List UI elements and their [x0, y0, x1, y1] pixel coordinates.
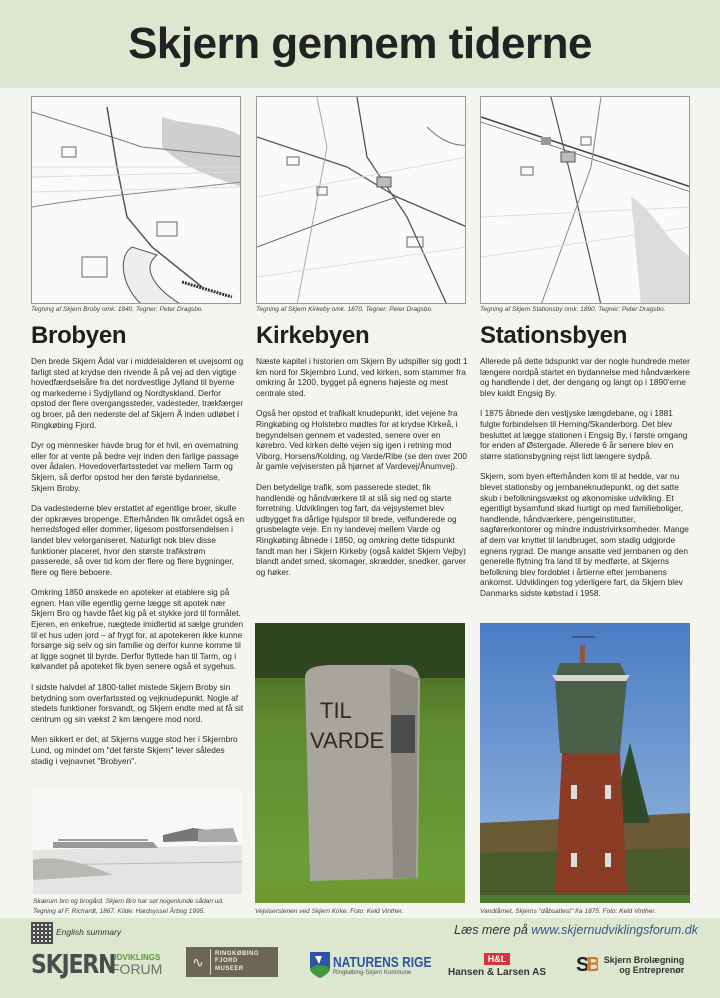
section-title: Brobyen: [31, 322, 127, 349]
photo-caption: Vandtårnet, Skjerns "dåbsattest" fra 1875. Foto: Keld Vinther.: [480, 908, 657, 915]
logo-text: og Entreprenør: [619, 965, 685, 975]
bridge-caption: [33, 896, 247, 916]
logo-naturens-rige: [310, 948, 432, 982]
paragraph: Men sikkert er det, at Skjerns vugge stod her i Skjernbro Lund, og mindet om "det første Skjern" lever således stadig i vejnavnet "Brobyen".: [31, 734, 238, 766]
column-brobyen: [31, 88, 245, 776]
paragraph: I sidste halvdel af 1800-tallet mistede Skjern Broby sin betydning som overfartssted og vejknudepunkt. Nogle af stedets funktioner forsvandt, og Skjern endte med at få sit centrum og sin vækst 2 km længere mod nord.: [31, 682, 244, 724]
paragraph: Den brede Skjern Ådal var i middelalderen et uvejsomt og farligt sted at krydse den rivende å på vej ad den vigtige hovedfærdselsåre fra det nordvestlige Jylland til byerne og markederne i Sydjylland og Nordtyskland. Derfor opstod der flere overgangssteder, vadesteder, trækfærger og broer, på den nederste del af Skjern Å inden udløbet i Ringkøbing Fjord.: [31, 356, 244, 430]
stone-text: TIL: [320, 698, 352, 723]
page-title: Skjern gennem tiderne: [128, 19, 592, 68]
map-drawing-kirkeby: [256, 96, 466, 304]
photo-caption-line: Tegning af F. Richardt, 1867. Kilde: Hardsyssel Årbog 1995.: [33, 908, 205, 915]
milestone-photo: [255, 623, 465, 903]
column-kirkebyen: [256, 88, 470, 587]
section-title: Stationsbyen: [480, 322, 628, 349]
english-summary-link[interactable]: English summary: [56, 927, 122, 937]
column-stationsbyen: [480, 88, 694, 608]
read-more-prefix: Læs mere på: [454, 923, 532, 937]
logo-text: FORUM: [111, 961, 163, 977]
qr-code-icon[interactable]: [31, 922, 53, 944]
logo-text: FJORD: [215, 958, 238, 965]
logo-ringkobing-fjord-museer: [186, 947, 278, 977]
water-tower-photo: [480, 623, 690, 903]
sb-badge: [576, 954, 598, 977]
shield-icon: [310, 952, 330, 978]
logo-badge-text: SB: [576, 953, 598, 976]
logo-skjern-udviklingsforum: [31, 948, 162, 982]
logo-text: RINGKØBING: [215, 950, 259, 957]
footer: [0, 918, 720, 998]
bridge-drawing: [33, 790, 242, 894]
logo-text: MUSEER: [215, 965, 244, 972]
paragraph: I 1875 åbnede den vestjyske længdebane, og i 1881 fulgte forbindelsen til Herning/Skanderborg. Det blev besluttet at lægge stationen i Engsig By, i første omgang for enden af Østergade. Allerede 6 år senere blev en større stationsbygning rejst lidt længere sydpå.: [480, 408, 688, 461]
logo-badge: H&L: [484, 953, 511, 965]
paragraph: Da vadestederne blev erstattet af egentlige broer, skulle der opkræves bropenge. Efterhånden fik området også en herredsfoged eller dommer, ligesom postforsendelsen i landet blev velorganiseret. Naturligt nok blev disse funktioner placeret, hvor den største trafikstrøm passerede, så over tid kom der flere og flere bygninger, flere og flere beboere.: [31, 503, 245, 577]
logo-text: NATURENS RIGE: [333, 953, 432, 971]
logo-text: Skjern Brolægning: [603, 955, 685, 965]
section-title: Kirkebyen: [256, 322, 370, 349]
paragraph: Omkring 1850 ønskede en apoteker at etablere sig på egnen. Han ville egentlig gerne lægge sit apotek nær Skjern Bro og havde fået kig på et stykke jord til formålet. Ejeren, en enkefrue, nægtede imidlertid at sælge grunden til et hus uden jord – af frygt for, at apotekeren ikke kunne forsørge sig selv og sin familie og derfor kunne komme til at ligge sognet til byrde. Derfor flyttede han til Tarm, og i kølvandet på apoteket fik byen senere også et sygehus.: [31, 587, 244, 672]
drawing-caption: Tegning af Skjern Kirkeby omk. 1870. Tegner: Peter Dragsbo.: [256, 306, 433, 313]
paragraph: Den betydelige trafik, som passerede stedet, fik handlende og håndværkere til at slå sig ned og starte forretning. Udviklingen tog fart, da vejsystemet blev udbygget fra dårlige hjulspor til brede, velfunderede og grusbelagte veje. En ny landevej mellem Varde og Ringkøbing åbnede i 1850, og omkring dette tidspunkt fandt man her i Skjern Kirkeby (også kaldet Skjern Vejby) blandt andet smed, skomager, skrædder, snedker, garver og høker.: [256, 481, 466, 577]
drawing-caption: Tegning af Skjern Stationsby omk. 1890. Tegner: Peter Dragsbo.: [480, 306, 666, 313]
stone-text: VARDE: [310, 728, 385, 753]
map-drawing-stationsby: [480, 96, 690, 304]
read-more: [454, 923, 698, 937]
main-content: [0, 88, 720, 918]
paragraph: Næste kapitel i historien om Skjern By udspiller sig godt 1 km nord for Skjernbro Lund, ved kirken, som stammer fra omkring år 1200, bygget på egnens højeste og mest centrale sted.: [256, 356, 468, 398]
logo-text: SKJERN: [31, 950, 116, 980]
website-link[interactable]: www.skjernudviklingsforum.dk: [531, 923, 698, 937]
museum-swirl-icon: ∿: [192, 953, 204, 970]
logo-hansen-larsen: [448, 948, 546, 982]
photo-caption: Vejviserstenen ved Skjern Kirke. Foto: Keld Vinther.: [255, 908, 404, 915]
logo-text: UDVIKLINGS: [111, 953, 161, 962]
logo-text: Ringkøbing-Skjern Kommune: [333, 969, 412, 976]
page-header: [0, 0, 720, 88]
paragraph: Også her opstod et trafikalt knudepunkt, idet vejene fra Ringkøbing og Holstebro mødtes for at krydse Kirkeå, i begyndelsen gennem et vadested, senere over en kørebro. Ved kirken delte vejen sig igen i retning mod Viborg, Horsens/Kolding, og Varde/Ribe (se den over 200 år gamle vejvisersten på hjørnet af Vardevej/Ånumvej).: [256, 408, 467, 472]
map-drawing-broby: [31, 96, 241, 304]
paragraph: Skjern, som byen efterhånden kom til at hedde, var nu blevet stationsby og jernbaneknudepunkt, og det satte skub i befolkningsvækst og økonomiske udvikling. Et egentligt bysamfund skød hurtigt op med familieboliger, handlende, håndværkere, pengeinstitutter, sagførerkontorer og mindre industrivirksomheder. Mange af dem var knyttet til landbruget, som stadig udgjorde egnens rygrad. De mange ansatte ved jernbanen og den generelle flytning fra land til by medførte, at Skjerns befolkning blev fordoblet i årtierne efter jernbanens ankomst. Udviklingen tog yderligere fart, da Skjern blev Danmarks sidste købstad i 1958.: [480, 471, 689, 598]
logo-skjern-brolaegning: [576, 948, 684, 982]
paragraph: Dyr og mennesker havde brug for et hvil, en overnatning eller for at vente på bedre vejr inden den farlige passage over ådalen. Hovedoverfartsstedet var mellem Tarm og Skjern, så derfor opstod her den første bydannelse, Skjern Broby.: [31, 440, 239, 493]
logo-text: Hansen & Larsen AS: [448, 966, 546, 978]
paragraph: Allerede på dette tidspunkt var der nogle hundrede meter længere nordpå startet en bydannelse med håndværkere og handlende i det, der dengang og langt op i 1890'erne blev kaldt Engsig By.: [480, 356, 690, 398]
drawing-caption: Tegning af Skjern Broby omk. 1840. Tegner: Peter Dragsbo.: [31, 306, 204, 313]
photo-caption-line: Skærum bro og brogård. Skjern Bro har set nogenlunde sådan ud.: [33, 898, 224, 905]
